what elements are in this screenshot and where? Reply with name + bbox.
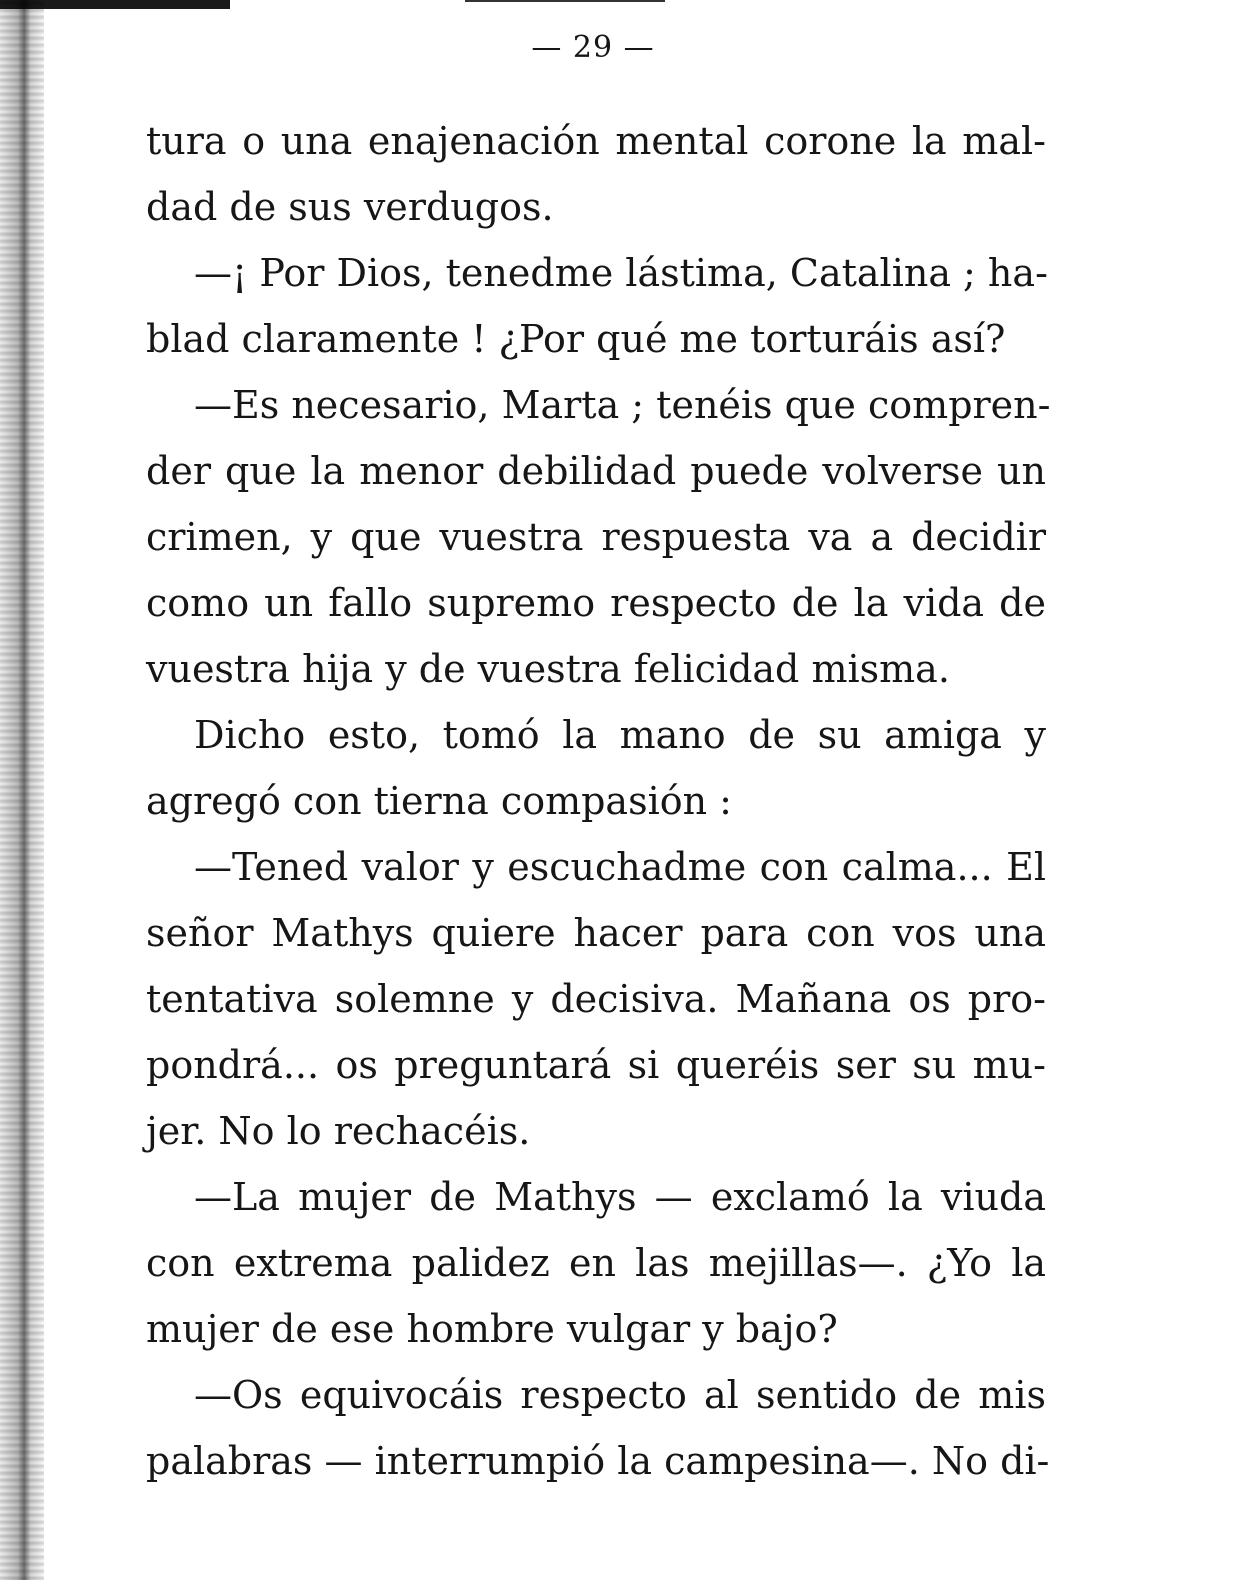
text-line: —Es necesario, Marta ; tenéis que compren- (194, 383, 1051, 427)
text-line: tura o una enajenación mental corone la mal- (146, 119, 1046, 163)
text-line: pondrá... os preguntará si queréis ser su mu- (146, 1043, 1046, 1087)
text-line: señor Mathys quiere hacer para con vos una (146, 911, 1046, 955)
text-line: tentativa solemne y decisiva. Mañana os pro- (146, 977, 1046, 1021)
text-line: Dicho esto, tomó la mano de su amiga y (194, 713, 1046, 757)
text-line: dad de sus verdugos. (146, 185, 554, 229)
text-line: —La mujer de Mathys — exclamó la viuda (194, 1175, 1046, 1219)
body-text (146, 108, 1051, 1494)
text-line: —Tened valor y escuchadme con calma... El (194, 845, 1046, 889)
page-scan-edge (0, 0, 44, 1580)
text-line: palabras — interrumpió la campesina—. No di- (146, 1439, 1050, 1483)
text-line: blad claramente ! ¿Por qué me torturáis así? (146, 317, 1006, 361)
text-line: crimen, y que vuestra respuesta va a decidir (146, 515, 1046, 559)
text-line: mujer de ese hombre vulgar y bajo? (146, 1307, 838, 1351)
text-line: con extrema palidez en las mejillas—. ¿Yo la (146, 1241, 1046, 1285)
text-line: —¡ Por Dios, tenedme lástima, Catalina ; ha- (194, 251, 1048, 295)
text-line: vuestra hija y de vuestra felicidad misma. (146, 647, 950, 691)
text-line: —Os equivocáis respecto al sentido de mis (194, 1373, 1046, 1417)
text-line: jer. No lo rechacéis. (146, 1109, 531, 1153)
text-line: como un fallo supremo respecto de la vida de (146, 581, 1046, 625)
page-number: — 29 — (531, 30, 655, 65)
text-line: agregó con tierna compasión : (146, 779, 732, 823)
text-line: der que la menor debilidad puede volverse un (146, 449, 1046, 493)
top-rule-thin (465, 0, 665, 2)
